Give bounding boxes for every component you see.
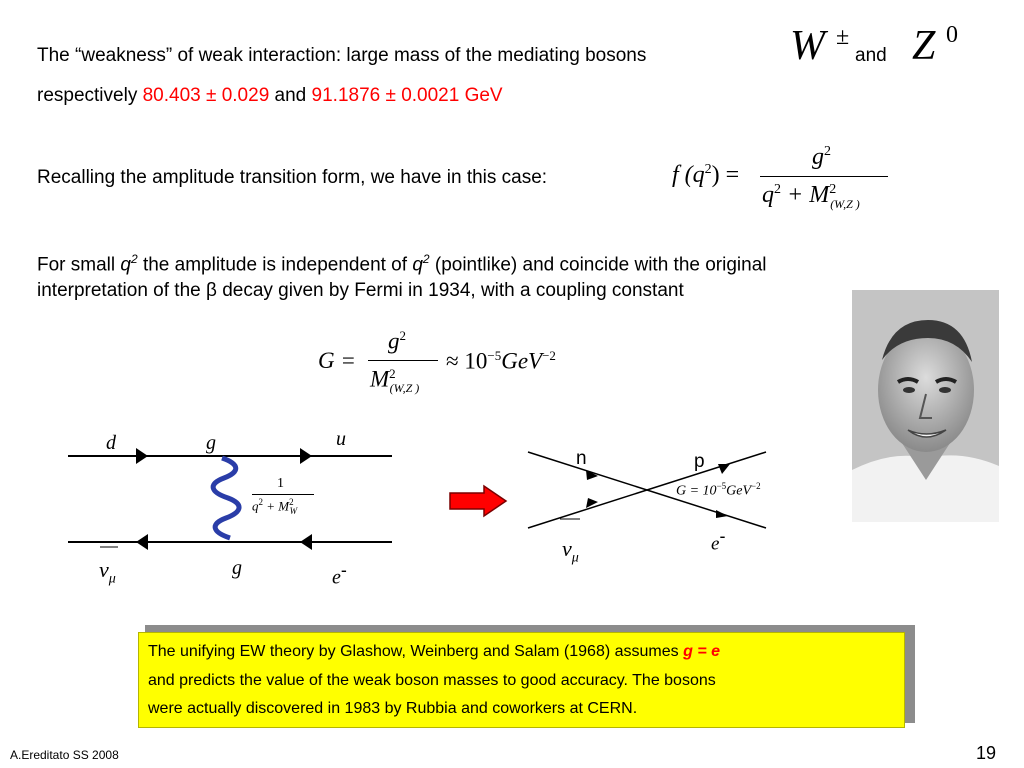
w-mass-value: 80.403 ± 0.029 [142,85,270,106]
recall-text: Recalling the amplitude transition form, we have in this case: [37,167,548,188]
label-nu-mu: $\nu_\mu$ [99,557,116,587]
and-word: and [855,45,887,66]
label-nu-mu-right: $\nu_\mu$ [562,536,579,566]
label-g-top: g [206,432,216,454]
amplitude-formula: f $(q^2)$ = $g^2$ $q^2 + M^2_{(W,Z )}$ [672,140,902,225]
label-g-bottom: g [232,557,242,579]
label-proton: p [694,451,705,472]
intro-line-1: The “weakness” of weak interaction: large mass of the mediating bosons [37,45,647,66]
callout-line-1: The unifying EW theory by Glashow, Weinberg and Salam (1968) assumes g = e [148,643,720,660]
small-q-line-2: interpretation of the β decay given by Fermi in 1934, with a coupling constant [37,280,684,301]
boson-z-symbol: Z 0 [912,22,958,69]
callout-box [138,632,905,728]
label-d: d [106,432,116,454]
label-electron: e- [332,560,347,589]
callout-emphasis: g = e [683,643,720,660]
label-neutron: n [576,448,587,469]
callout-line-2: and predicts the value of the weak boson masses to good accuracy. The bosons [148,672,716,689]
label-electron-right: e- [711,526,726,555]
propagator-formula: 1 $q^2 + M^2_W$ [250,476,316,520]
callout-line-3: were actually discovered in 1983 by Rubbia and coworkers at CERN. [148,700,638,717]
page-number: 19 [976,743,997,763]
intro-line-2: respectively 80.403 ± 0.029 and 91.1876 ± 0.0021 GeV [37,85,503,106]
boson-w-symbol: W ± [790,23,850,69]
small-q-line-1: For small $q^2$ the amplitude is independent of $q^2$ (pointlike) and coincide with the original [37,252,767,276]
coupling-formula-small: $G = 10^{-5}GeV^{-2}$ [676,481,761,499]
fermi-coupling-formula: G = $g^2$ $M^2_{(W,Z )}$ ≈ $10^{-5}GeV^{-2}$ [318,328,556,396]
footer-author: A.Ereditato SS 2008 [10,748,119,762]
z-mass-value: 91.1876 ± 0.0021 GeV [311,85,503,106]
label-u: u [336,428,346,450]
